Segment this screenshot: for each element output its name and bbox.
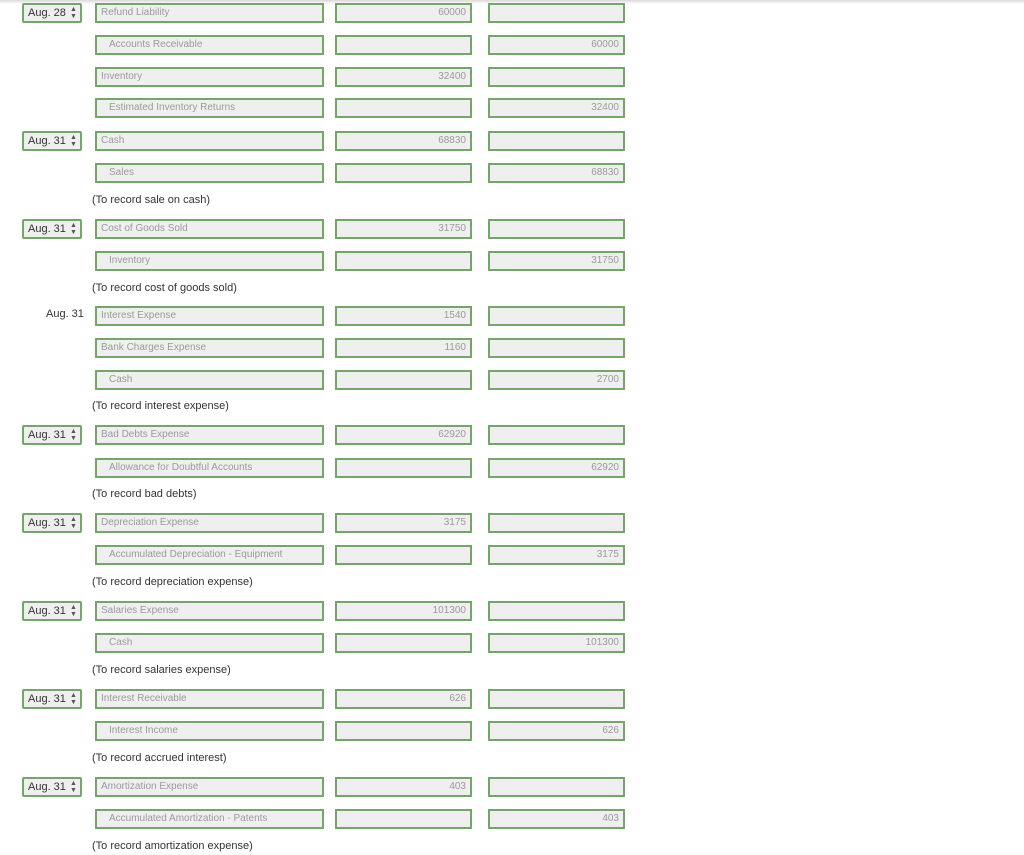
date-select-value: Aug. 31: [28, 605, 66, 617]
entry-explanation: (To record accrued interest): [92, 752, 227, 764]
credit-amount-field[interactable]: 31750: [488, 251, 625, 271]
debit-amount-field[interactable]: 3175: [335, 513, 472, 533]
date-select-value: Aug. 31: [28, 429, 66, 441]
credit-amount-field[interactable]: 60000: [488, 35, 625, 55]
date-select[interactable]: [22, 425, 82, 445]
entry-explanation: (To record bad debts): [92, 488, 197, 500]
spinner-arrows-icon: ▲ ▼: [70, 6, 77, 20]
journal-line: [0, 3, 1024, 23]
journal-line: [0, 689, 1024, 709]
journal-line: [0, 219, 1024, 239]
credit-amount-field[interactable]: 68830: [488, 163, 625, 183]
date-select[interactable]: [22, 601, 82, 621]
entry-explanation: (To record salaries expense): [92, 664, 231, 676]
debit-amount-field[interactable]: 1540: [335, 306, 472, 326]
debit-amount-field[interactable]: 101300: [335, 601, 472, 621]
credit-amount-field[interactable]: 32400: [488, 98, 625, 118]
entry-explanation: (To record amortization expense): [92, 840, 253, 852]
account-title-field[interactable]: Inventory: [95, 67, 324, 87]
account-title-field[interactable]: Cash: [95, 131, 324, 151]
account-title-field[interactable]: Bad Debts Expense: [95, 425, 324, 445]
credit-amount-field[interactable]: 2700: [488, 370, 625, 390]
account-title-field[interactable]: Estimated Inventory Returns: [95, 98, 324, 118]
account-title-field[interactable]: Sales: [95, 163, 324, 183]
credit-amount-field[interactable]: [488, 601, 625, 621]
entry-explanation: (To record depreciation expense): [92, 576, 253, 588]
credit-amount-field[interactable]: [488, 689, 625, 709]
credit-amount-field[interactable]: 62920: [488, 458, 625, 478]
account-title-field[interactable]: Refund Liability: [95, 3, 324, 23]
account-title-field[interactable]: Interest Expense: [95, 306, 324, 326]
debit-amount-field[interactable]: [335, 163, 472, 183]
credit-amount-field[interactable]: 3175: [488, 545, 625, 565]
journal-line: [0, 98, 1024, 118]
journal-line: [0, 251, 1024, 271]
journal-line: [0, 633, 1024, 653]
credit-amount-field[interactable]: [488, 338, 625, 358]
journal-line: [0, 809, 1024, 829]
journal-line: [0, 601, 1024, 621]
journal-line: [0, 425, 1024, 445]
credit-amount-field[interactable]: 403: [488, 809, 625, 829]
debit-amount-field[interactable]: [335, 545, 472, 565]
journal-line: [0, 513, 1024, 533]
journal-line: [0, 306, 1024, 326]
spinner-arrows-icon: ▲ ▼: [70, 428, 77, 442]
credit-amount-field[interactable]: [488, 513, 625, 533]
date-select-value: Aug. 31: [28, 223, 66, 235]
spinner-arrows-icon: ▲ ▼: [70, 604, 77, 618]
journal-line: [0, 721, 1024, 741]
journal-line: [0, 458, 1024, 478]
spinner-arrows-icon: ▲ ▼: [70, 780, 77, 794]
debit-amount-field[interactable]: 32400: [335, 67, 472, 87]
account-title-field[interactable]: Amortization Expense: [95, 777, 324, 797]
journal-line: [0, 338, 1024, 358]
entry-explanation: (To record interest expense): [92, 400, 229, 412]
date-select[interactable]: [22, 131, 82, 151]
account-title-field[interactable]: Bank Charges Expense: [95, 338, 324, 358]
account-title-field[interactable]: Accumulated Depreciation - Equipment: [95, 545, 324, 565]
debit-amount-field[interactable]: 60000: [335, 3, 472, 23]
spinner-arrows-icon: ▲ ▼: [70, 516, 77, 530]
account-title-field[interactable]: Allowance for Doubtful Accounts: [95, 458, 324, 478]
date-select[interactable]: [22, 689, 82, 709]
journal-line: [0, 777, 1024, 797]
credit-amount-field[interactable]: [488, 131, 625, 151]
date-select-value: Aug. 31: [28, 781, 66, 793]
debit-amount-field[interactable]: 403: [335, 777, 472, 797]
account-title-field[interactable]: Cash: [95, 370, 324, 390]
spinner-arrows-icon: ▲ ▼: [70, 222, 77, 236]
credit-amount-field[interactable]: [488, 777, 625, 797]
credit-amount-field[interactable]: [488, 67, 625, 87]
credit-amount-field[interactable]: 101300: [488, 633, 625, 653]
account-title-field[interactable]: Cash: [95, 633, 324, 653]
debit-amount-field[interactable]: 1160: [335, 338, 472, 358]
debit-amount-field[interactable]: 626: [335, 689, 472, 709]
journal-line: [0, 163, 1024, 183]
account-title-field[interactable]: Interest Income: [95, 721, 324, 741]
debit-amount-field[interactable]: 31750: [335, 219, 472, 239]
date-select[interactable]: [22, 219, 82, 239]
account-title-field[interactable]: Salaries Expense: [95, 601, 324, 621]
account-title-field[interactable]: Depreciation Expense: [95, 513, 324, 533]
debit-amount-field[interactable]: [335, 251, 472, 271]
account-title-field[interactable]: Accounts Receivable: [95, 35, 324, 55]
spinner-arrows-icon: ▲ ▼: [70, 134, 77, 148]
debit-amount-field[interactable]: [335, 458, 472, 478]
debit-amount-field[interactable]: 68830: [335, 131, 472, 151]
date-select[interactable]: [22, 513, 82, 533]
debit-amount-field[interactable]: 62920: [335, 425, 472, 445]
account-title-field[interactable]: Inventory: [95, 251, 324, 271]
date-select-value: Aug. 28: [28, 7, 66, 19]
credit-amount-field[interactable]: [488, 306, 625, 326]
date-select-value: Aug. 31: [28, 135, 66, 147]
date-label: Aug. 31: [46, 308, 84, 320]
journal-line: [0, 67, 1024, 87]
account-title-field[interactable]: Accumulated Amortization - Patents: [95, 809, 324, 829]
journal-line: [0, 131, 1024, 151]
debit-amount-field[interactable]: [335, 370, 472, 390]
journal-line: [0, 545, 1024, 565]
credit-amount-field[interactable]: 626: [488, 721, 625, 741]
entry-explanation: (To record sale on cash): [92, 194, 210, 206]
date-select[interactable]: [22, 777, 82, 797]
debit-amount-field[interactable]: [335, 721, 472, 741]
date-select-value: Aug. 31: [28, 693, 66, 705]
journal-line: [0, 370, 1024, 390]
account-title-field[interactable]: Interest Receivable: [95, 689, 324, 709]
entry-explanation: (To record cost of goods sold): [92, 282, 237, 294]
journal-line: [0, 35, 1024, 55]
credit-amount-field[interactable]: [488, 3, 625, 23]
date-select[interactable]: [22, 3, 82, 23]
debit-amount-field[interactable]: [335, 633, 472, 653]
debit-amount-field[interactable]: [335, 809, 472, 829]
date-select-value: Aug. 31: [28, 517, 66, 529]
debit-amount-field[interactable]: [335, 98, 472, 118]
spinner-arrows-icon: ▲ ▼: [70, 692, 77, 706]
credit-amount-field[interactable]: [488, 219, 625, 239]
credit-amount-field[interactable]: [488, 425, 625, 445]
debit-amount-field[interactable]: [335, 35, 472, 55]
account-title-field[interactable]: Cost of Goods Sold: [95, 219, 324, 239]
